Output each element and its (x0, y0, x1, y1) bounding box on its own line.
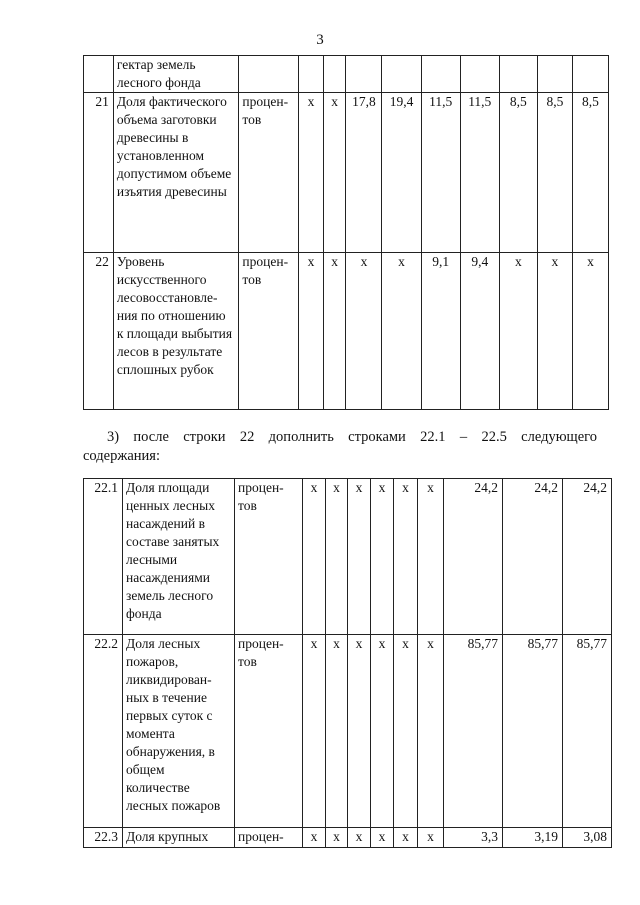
value-cell: x (418, 635, 444, 828)
value-cell: 85,77 (563, 635, 612, 828)
value-cell: x (537, 253, 572, 410)
table-row (84, 479, 612, 635)
indicator-name-cell: гектар земель лесного фонда (113, 56, 239, 93)
value-cell (299, 56, 324, 93)
value-cell: x (348, 828, 371, 848)
value-cell: 8,5 (572, 93, 608, 253)
value-cell: x (394, 635, 418, 828)
indicator-name-cell: Доля лесных пожаров, ликвидирован-ных в течение первых суток с момента обнаружения, в общем количестве лесных пожаров (123, 635, 235, 828)
indicators-table-1 (83, 55, 609, 410)
value-cell: x (394, 479, 418, 635)
value-cell: 3,08 (563, 828, 612, 848)
value-cell: 9,4 (460, 253, 499, 410)
value-cell: 8,5 (499, 93, 537, 253)
value-cell (572, 56, 608, 93)
value-cell: x (303, 828, 326, 848)
value-cell: x (346, 253, 382, 410)
unit-cell: процен-тов (239, 93, 299, 253)
value-cell: x (326, 479, 348, 635)
value-cell: x (303, 479, 326, 635)
table-row (84, 93, 609, 253)
value-cell: 8,5 (537, 93, 572, 253)
value-cell: x (418, 479, 444, 635)
indicator-name-cell: Доля площади ценных лесных насаждений в составе занятых лесными насаждениями земель лесного фонда (123, 479, 235, 635)
value-cell: x (371, 635, 394, 828)
value-cell: x (299, 93, 324, 253)
indicator-name-cell: Уровень искусственного лесовосстановле-ния по отношению к площади выбытия лесов в результате сплошных рубок (113, 253, 239, 410)
row-number-cell: 22.3 (84, 828, 123, 848)
value-cell (421, 56, 460, 93)
value-cell (537, 56, 572, 93)
unit-cell: процен-тов (239, 253, 299, 410)
value-cell: 19,4 (382, 93, 421, 253)
value-cell: 17,8 (346, 93, 382, 253)
row-number-cell: 22.2 (84, 635, 123, 828)
value-cell (499, 56, 537, 93)
value-cell: x (572, 253, 608, 410)
value-cell: x (394, 828, 418, 848)
unit-cell: процен-тов (235, 635, 303, 828)
unit-cell: процен-тов (235, 479, 303, 635)
value-cell: 3,3 (444, 828, 503, 848)
value-cell: x (418, 828, 444, 848)
value-cell: x (299, 253, 324, 410)
instruction-paragraph-line2: содержания: (83, 448, 161, 464)
value-cell: x (326, 635, 348, 828)
value-cell (346, 56, 382, 93)
value-cell: x (371, 479, 394, 635)
value-cell (382, 56, 421, 93)
page-number: 3 (316, 32, 324, 48)
value-cell: 9,1 (421, 253, 460, 410)
row-number-cell (84, 56, 114, 93)
value-cell (460, 56, 499, 93)
indicator-name-cell: Доля фактического объема заготовки древесины в установленном допустимом объеме изъятия древесины (113, 93, 239, 253)
table-row (84, 56, 609, 93)
unit-cell: процен- (235, 828, 303, 848)
table-row (84, 253, 609, 410)
value-cell: 85,77 (444, 635, 503, 828)
table-row (84, 828, 612, 848)
value-cell: x (323, 253, 346, 410)
value-cell: x (348, 635, 371, 828)
value-cell: 3,19 (503, 828, 563, 848)
unit-cell (239, 56, 299, 93)
table-row (84, 635, 612, 828)
instruction-paragraph-line1: 3) после строки 22 дополнить строками 22.1 – 22.5 следующего (107, 429, 597, 445)
value-cell: 24,2 (503, 479, 563, 635)
value-cell: x (323, 93, 346, 253)
indicator-name-cell: Доля крупных (123, 828, 235, 848)
value-cell: 24,2 (563, 479, 612, 635)
value-cell: x (382, 253, 421, 410)
value-cell: 85,77 (503, 635, 563, 828)
value-cell: 11,5 (421, 93, 460, 253)
row-number-cell: 22.1 (84, 479, 123, 635)
value-cell: 24,2 (444, 479, 503, 635)
value-cell: x (348, 479, 371, 635)
value-cell: x (499, 253, 537, 410)
value-cell (323, 56, 346, 93)
value-cell: x (371, 828, 394, 848)
indicators-table-2 (83, 478, 612, 848)
value-cell: x (303, 635, 326, 828)
value-cell: 11,5 (460, 93, 499, 253)
row-number-cell: 21 (84, 93, 114, 253)
value-cell: x (326, 828, 348, 848)
row-number-cell: 22 (84, 253, 114, 410)
